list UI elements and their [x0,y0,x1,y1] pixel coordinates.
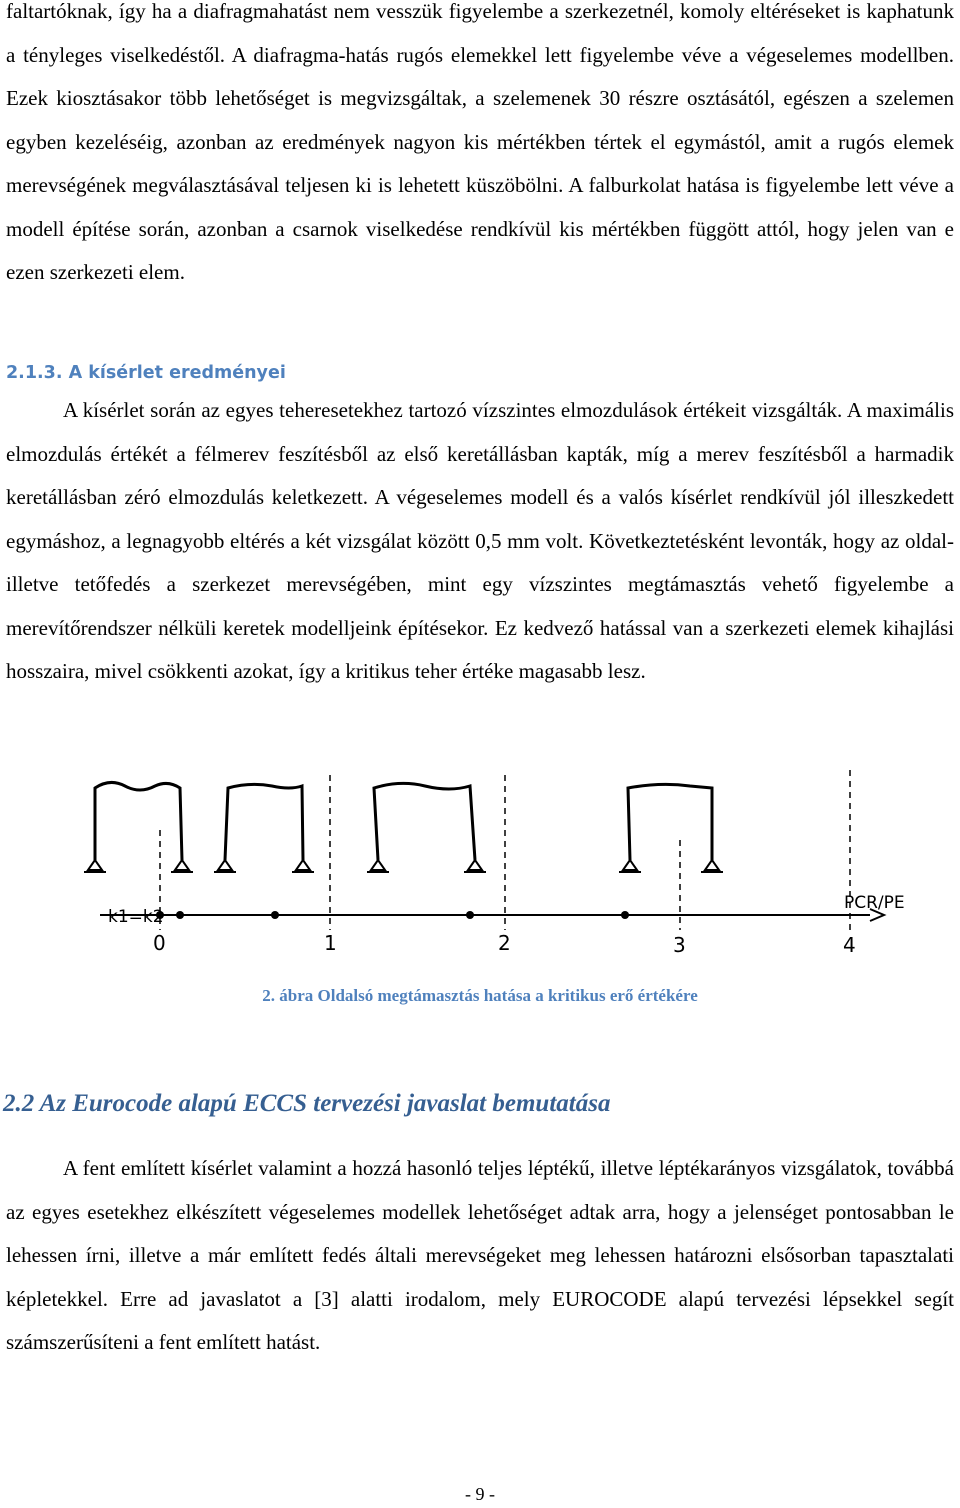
start-label: k1=k2 [108,907,164,927]
section-heading: 2.2 Az Eurocode alapú ECCS tervezési javaslat bemutatása [3,1090,611,1117]
subsection-heading: 2.1.3. A kísérlet eredményei [6,363,286,383]
tick-label-0: 0 [153,931,166,955]
guide-lines [160,770,850,930]
figure-caption: 2. ábra Oldalsó megtámasztás hatása a kritikus erő értékére [262,986,698,1005]
tick-label-3: 3 [673,933,686,957]
frame-0 [84,782,193,872]
page-number: - 9 - [465,1484,495,1504]
axis-point [621,911,629,919]
axis-point [466,911,474,919]
frame-2 [367,783,486,872]
paragraph-results: A kísérlet során az egyes teheresetekhez tartozó vízszintes elmozdulások értékeit vizsgálták. A maximális elmozdulás értékét a félmerev feszítésből az első keretállásban kapták, míg a merev feszítésből a harmadik keretállásban zéró elmozdulás keletkezett. A végeselemes modell és a valós kísérlet rendkívül jól illeszkedett egymáshoz, a legnagyobb eltérés a két vizsgálat között 0,5 mm volt. Következtetésként levonták, hogy az oldal- illetve tetőfedés a szerkezet merevségében, mint egy vízszintes megtámasztás vehető figyelembe a merevítőrendszer nélküli keretek modelljeink építésekor. Ez kedvező hatással van a szerkezeti elemek kihajlási hosszaira, mivel csökkenti azokat, így a kritikus teher értéke magasabb lesz. [6,398,954,683]
tick-label-1: 1 [324,931,337,955]
axis-point [176,911,184,919]
axis-label: PCR/PE [844,893,905,913]
frame-1 [214,784,314,872]
tick-label-4: 4 [843,933,856,957]
axis-point [271,911,279,919]
frame-stiffness-figure [0,760,960,970]
frame-3 [619,784,723,872]
tick-label-2: 2 [498,931,511,955]
paragraph-intro: faltartóknak, így ha a diafragmahatást nem vesszük figyelembe a szerkezetnél, komoly eltéréseket is kaphatunk a tényleges viselkedéstől. A diafragma-hatás rugós elemekkel lett figyelembe véve a végeselemes modellben. Ezek kiosztásakor több lehetőséget is megvizsgáltak, a szelemenek 30 részre osztásától, egészen a szelemen egyben kezeléséig, azonban az eredmények nagyon kis mértékben tértek el egymástól, amit a rugós elemek merevségének megválasztásával teljesen ki is lehetett küszöbölni. A falburkolat hatása is figyelembe lett véve a modell építése során, azonban a csarnok viselkedése rendkívül kis mértékben függött attól, hogy jelen van e ezen szerkezeti elem. [6,0,954,284]
paragraph-eurocode: A fent említett kísérlet valamint a hozzá hasonló teljes léptékű, illetve léptékarányos vizsgálatok, továbbá az egyes esetekhez elkészített végeselemes modellek lehetőséget adtak arra, hogy a jelenséget pontosabban le lehessen írni, illetve a már említett fedés általi merevségeket meg lehessen határozni elsősorban tapasztalati képletekkel. Erre ad javaslatot a [3] alatti irodalom, mely EUROCODE alapú tervezési lépsekkel segít számszerűsíteni a fent említett hatást. [6,1156,954,1354]
